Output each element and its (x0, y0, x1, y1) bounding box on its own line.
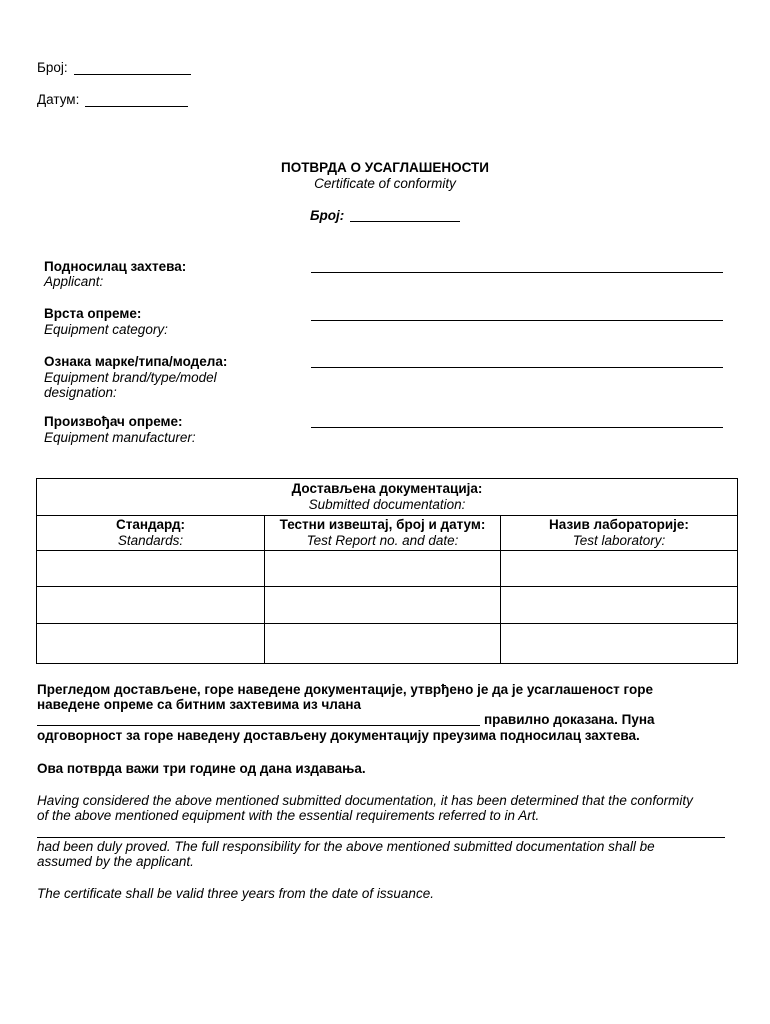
brand-field[interactable] (311, 367, 723, 368)
statement-sr-line2: наведене опреме са битним захтевима из члана (37, 697, 362, 712)
table-row (37, 624, 738, 664)
number-field[interactable] (74, 74, 191, 75)
table-cell[interactable] (37, 551, 265, 587)
table-title-sr: Достављена документација: (291, 481, 483, 496)
table-cell[interactable] (501, 551, 738, 587)
column-header-standard (37, 516, 265, 551)
table-cell[interactable] (37, 587, 265, 624)
table-title-cell (37, 479, 738, 516)
column-header-sr: Тестни извештај, број и датум: (279, 517, 486, 532)
certificate-number-field[interactable] (350, 221, 460, 222)
manufacturer-label-en: Equipment manufacturer: (44, 430, 196, 445)
statement-sr-line1: Прегледом достављене, горе наведене документације, утврђено је да је усаглашеност горе (37, 682, 653, 697)
validity-en: The certificate shall be valid three years from the date of issuance. (37, 886, 434, 901)
table-cell[interactable] (501, 624, 738, 664)
title-en: Certificate of conformity (314, 176, 456, 191)
column-header-sr: Стандард: (115, 517, 186, 532)
number-label: Број: (37, 60, 68, 75)
category-field[interactable] (311, 320, 723, 321)
category-label-en: Equipment category: (44, 322, 168, 337)
table-cell[interactable] (501, 587, 738, 624)
column-header-test-report (265, 516, 501, 551)
table-row (37, 551, 738, 587)
statement-sr-line4: одговорност за горе наведену достављену документацију преузима подносилац захтева. (37, 728, 640, 743)
statement-en-line2: of the above mentioned equipment with the essential requirements referred to in Art. (37, 808, 540, 823)
column-header-laboratory (501, 516, 738, 551)
applicant-field[interactable] (311, 272, 723, 273)
table-cell[interactable] (265, 587, 501, 624)
certificate-number-label: Број: (310, 208, 345, 223)
statement-en-line1: Having considered the above mentioned submitted documentation, it has been determined that the conformity (37, 793, 693, 808)
statement-en-line3: had been duly proved. The full responsibility for the above mentioned submitted documentation shall be (37, 839, 655, 854)
documentation-table (36, 478, 738, 664)
article-field-sr[interactable] (37, 725, 480, 726)
manufacturer-field[interactable] (311, 427, 723, 428)
brand-label-sr: Ознака марке/типа/модела: (44, 354, 228, 369)
column-header-en: Test laboratory: (572, 533, 666, 548)
date-label: Датум: (37, 92, 80, 107)
validity-sr: Ова потврда важи три године од дана издавања. (37, 761, 366, 776)
manufacturer-label-sr: Произвођач опреме: (44, 414, 183, 429)
title-sr: ПОТВРДА О УСАГЛАШЕНОСТИ (280, 160, 489, 175)
table-cell[interactable] (265, 624, 501, 664)
table-row (37, 587, 738, 624)
applicant-label-en: Applicant: (44, 274, 104, 289)
category-label-sr: Врста опреме: (44, 306, 142, 321)
table-cell[interactable] (265, 551, 501, 587)
table-cell[interactable] (37, 624, 265, 664)
statement-sr-line3: правилно доказана. Пуна (484, 712, 655, 727)
table-title-en: Submitted documentation: (308, 497, 466, 512)
brand-label-en-2: designation: (44, 385, 117, 400)
column-header-sr: Назив лабораторије: (549, 517, 689, 532)
date-field[interactable] (85, 106, 188, 107)
brand-label-en-1: Equipment brand/type/model (44, 370, 217, 385)
column-header-en: Test Report no. and date: (306, 533, 459, 548)
applicant-label-sr: Подносилац захтева: (44, 259, 187, 274)
article-field-en[interactable] (37, 837, 725, 838)
column-header-en: Standards: (117, 533, 184, 548)
statement-en-line4: assumed by the applicant. (37, 854, 194, 869)
